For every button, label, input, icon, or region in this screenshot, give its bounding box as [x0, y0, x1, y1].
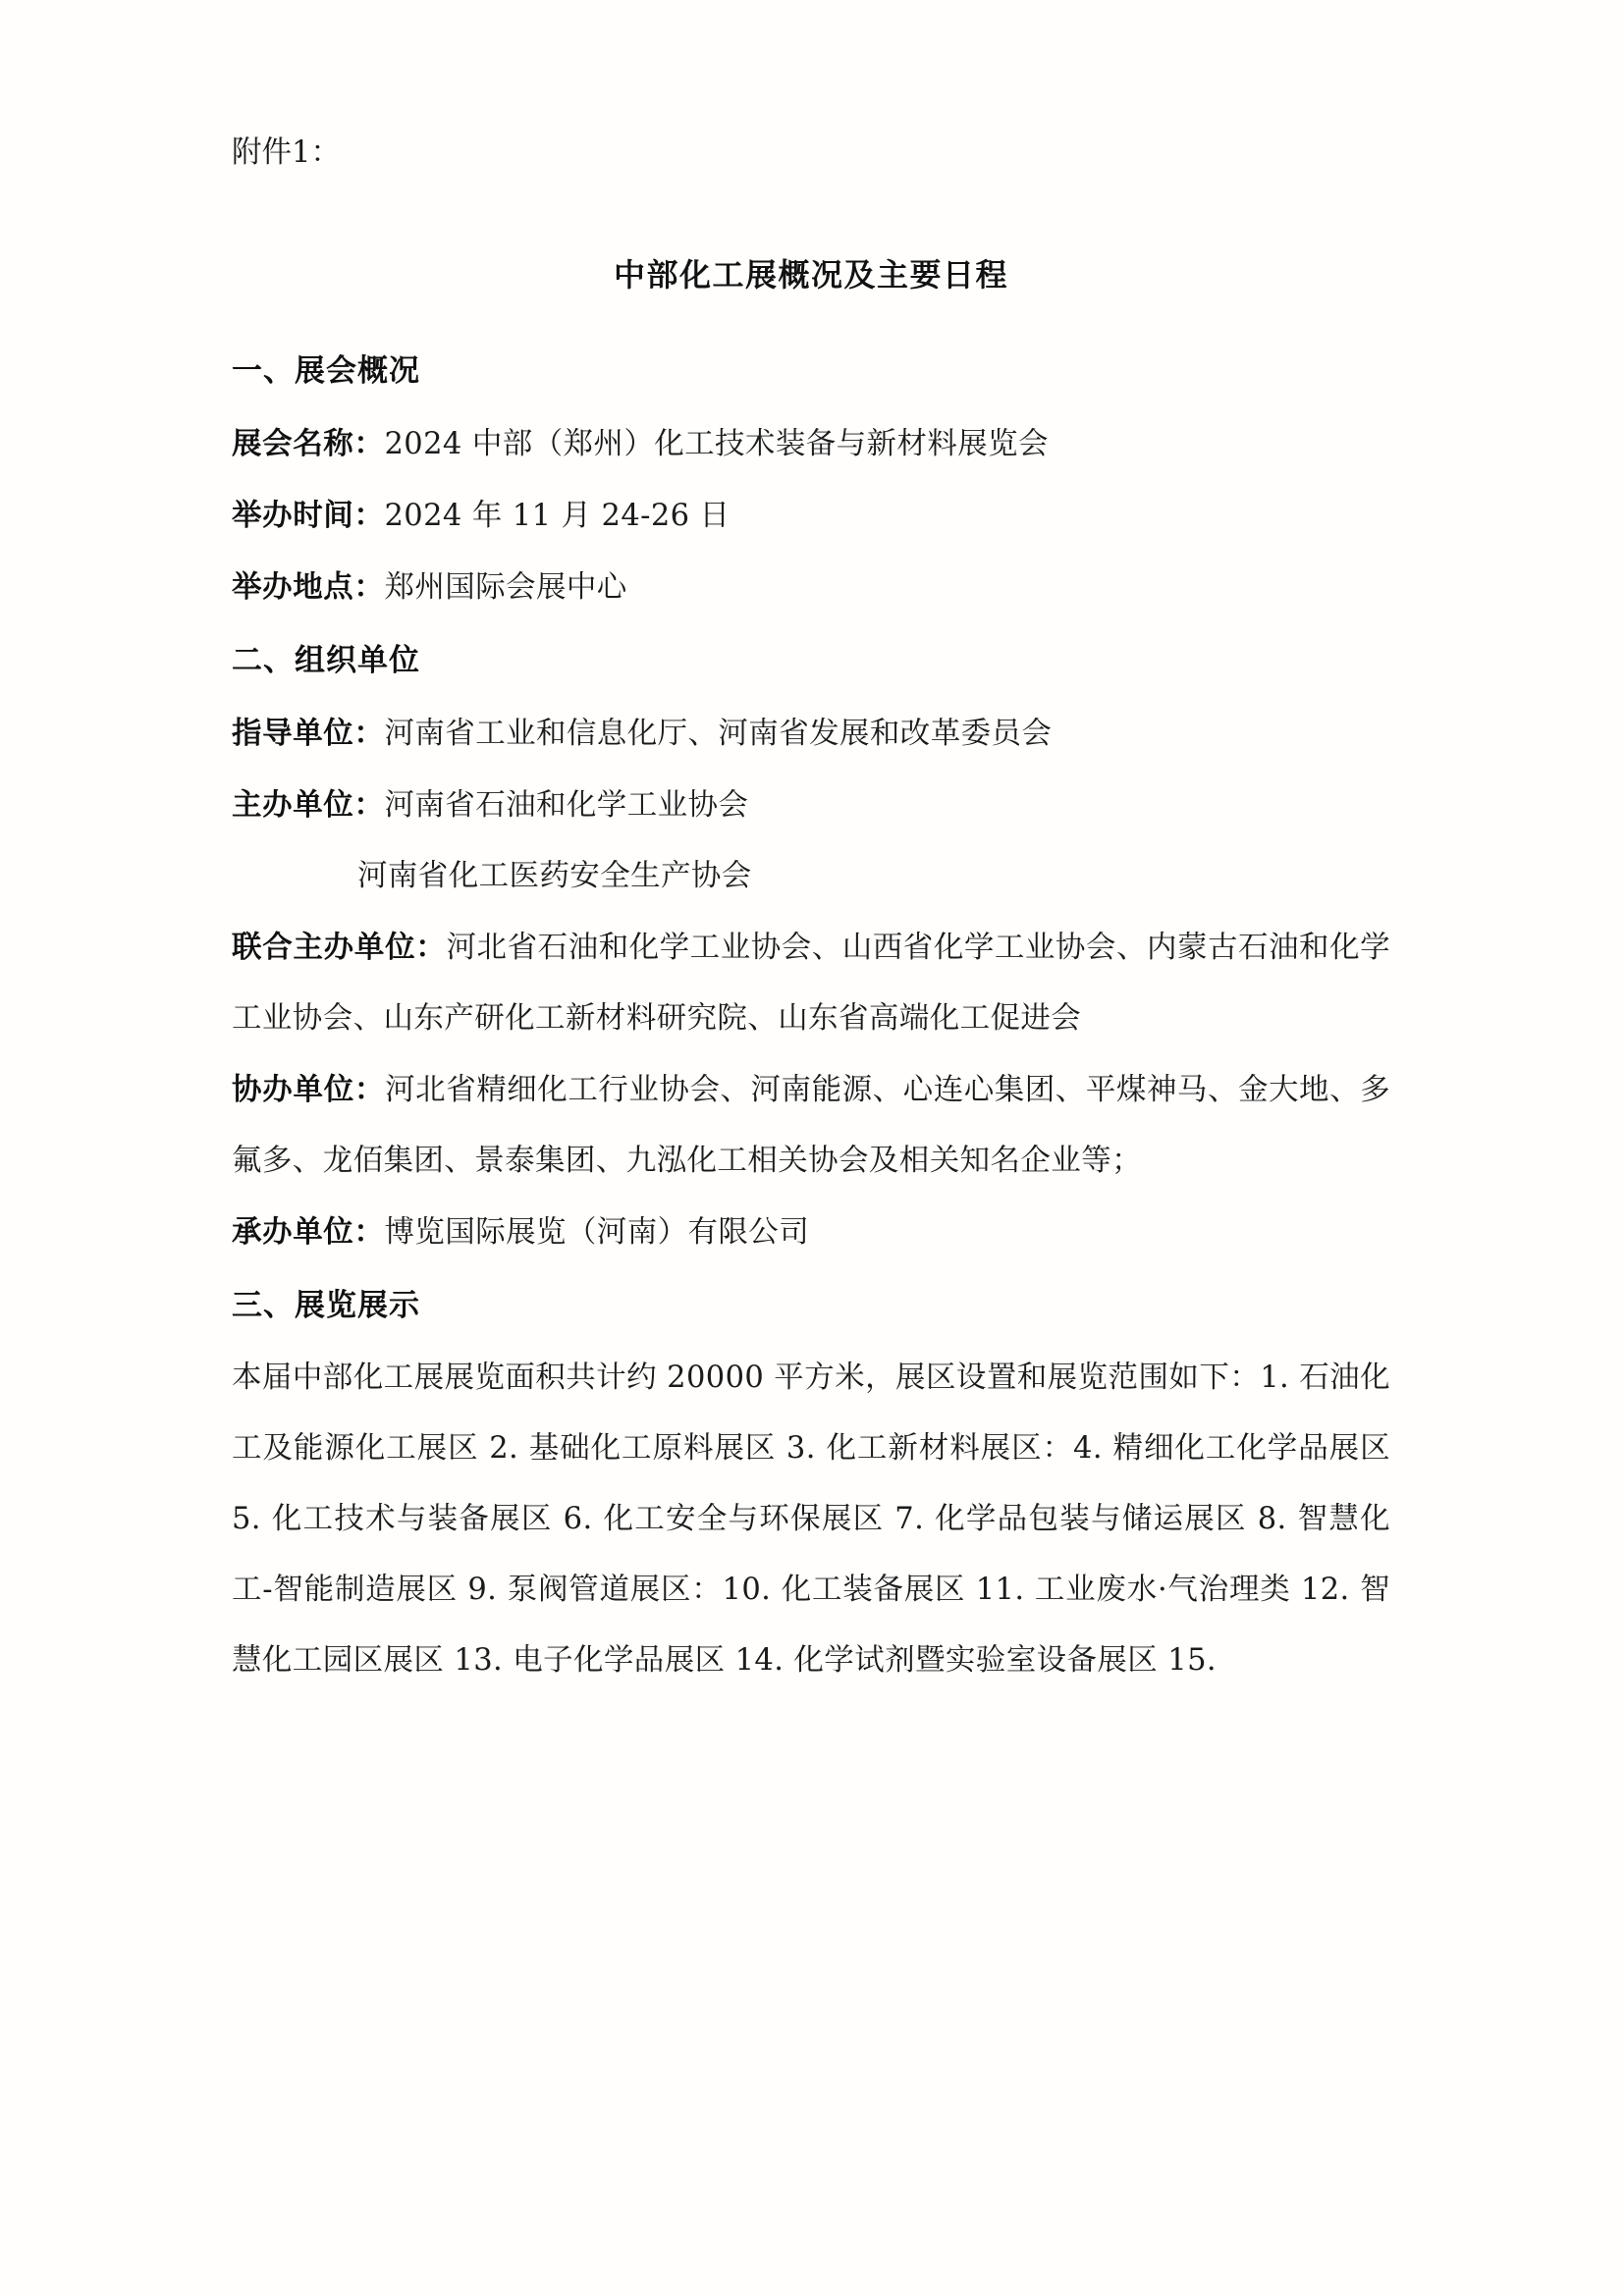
- entry-undertaking-unit: [232, 1197, 1390, 1268]
- page-title: 中部化工展概况及主要日程: [613, 256, 1008, 294]
- section-heading-overview: 一、展会概况: [232, 353, 420, 389]
- entry-exhibition-venue: [232, 552, 1390, 623]
- entry-label: 举办地点：: [232, 569, 385, 605]
- entry-co-host-units: [232, 912, 1390, 1054]
- entry-value: 2024 年 11 月 24-26 日: [384, 499, 731, 533]
- entry-value: 河南省石油和化学工业协会: [384, 788, 749, 823]
- entry-label: 举办时间：: [232, 498, 385, 533]
- entry-value: 河北省石油和化学工业协会、山西省化学工业协会、内蒙古石油和化学工业协会、山东产研化工新材料研究院、山东省高端化工促进会: [232, 931, 1390, 1036]
- entry-label: 协办单位：: [232, 1072, 386, 1107]
- entry-host-unit: [232, 770, 1390, 841]
- entry-guidance-unit: [232, 698, 1390, 770]
- exhibition-scope-paragraph: 本届中部化工展展览面积共计约 20000 平方米，展区设置和展览范围如下：1. 石油化工及能源化工展区 2. 基础化工原料展区 3. 化工新材料展区：4. 精细化工化学品展区 5. 化工技术与装备展区 6. 化工安全与环保展区 7. 化学品包装与储运展区 8. 智慧化工-智能制造展区 9. 泵阀管道展区：10. 化工装备展区 11. 工业废水·气治理类 12. 智慧化工园区展区 13. 电子化学品展区 14. 化学试剂暨实验室设备展区 15.: [232, 1361, 1401, 1678]
- entry-value: 河南省化工医药安全生产协会: [357, 859, 752, 893]
- document-body: [232, 118, 1401, 1696]
- attachment-label: 附件1：: [232, 135, 341, 170]
- entry-value: 郑州国际会展中心: [384, 570, 627, 605]
- entry-exhibition-date: [232, 480, 1390, 552]
- entry-label: 承办单位：: [232, 1214, 385, 1250]
- entry-exhibition-name: [232, 408, 1390, 480]
- entry-label: 指导单位：: [232, 716, 385, 751]
- entry-value: 河南省工业和信息化厅、河南省发展和改革委员会: [384, 717, 1053, 751]
- entry-supporting-units: [232, 1054, 1390, 1197]
- entry-label: 展会名称：: [232, 426, 385, 461]
- entry-label: 联合主办单位：: [232, 930, 447, 965]
- entry-value: 2024 中部（郑州）化工技术装备与新材料展览会: [384, 427, 1049, 461]
- entry-host-unit-second: [232, 841, 1390, 912]
- section-heading-organizers: 二、组织单位: [232, 643, 420, 678]
- entry-label: 主办单位：: [232, 787, 385, 823]
- entry-value: 河北省精细化工行业协会、河南能源、心连心集团、平煤神马、金大地、多氟多、龙佰集团、景泰集团、九泓化工相关协会及相关知名企业等；: [232, 1073, 1391, 1178]
- entry-value: 博览国际展览（河南）有限公司: [384, 1215, 810, 1250]
- section-heading-exhibition: 三、展览展示: [232, 1288, 420, 1323]
